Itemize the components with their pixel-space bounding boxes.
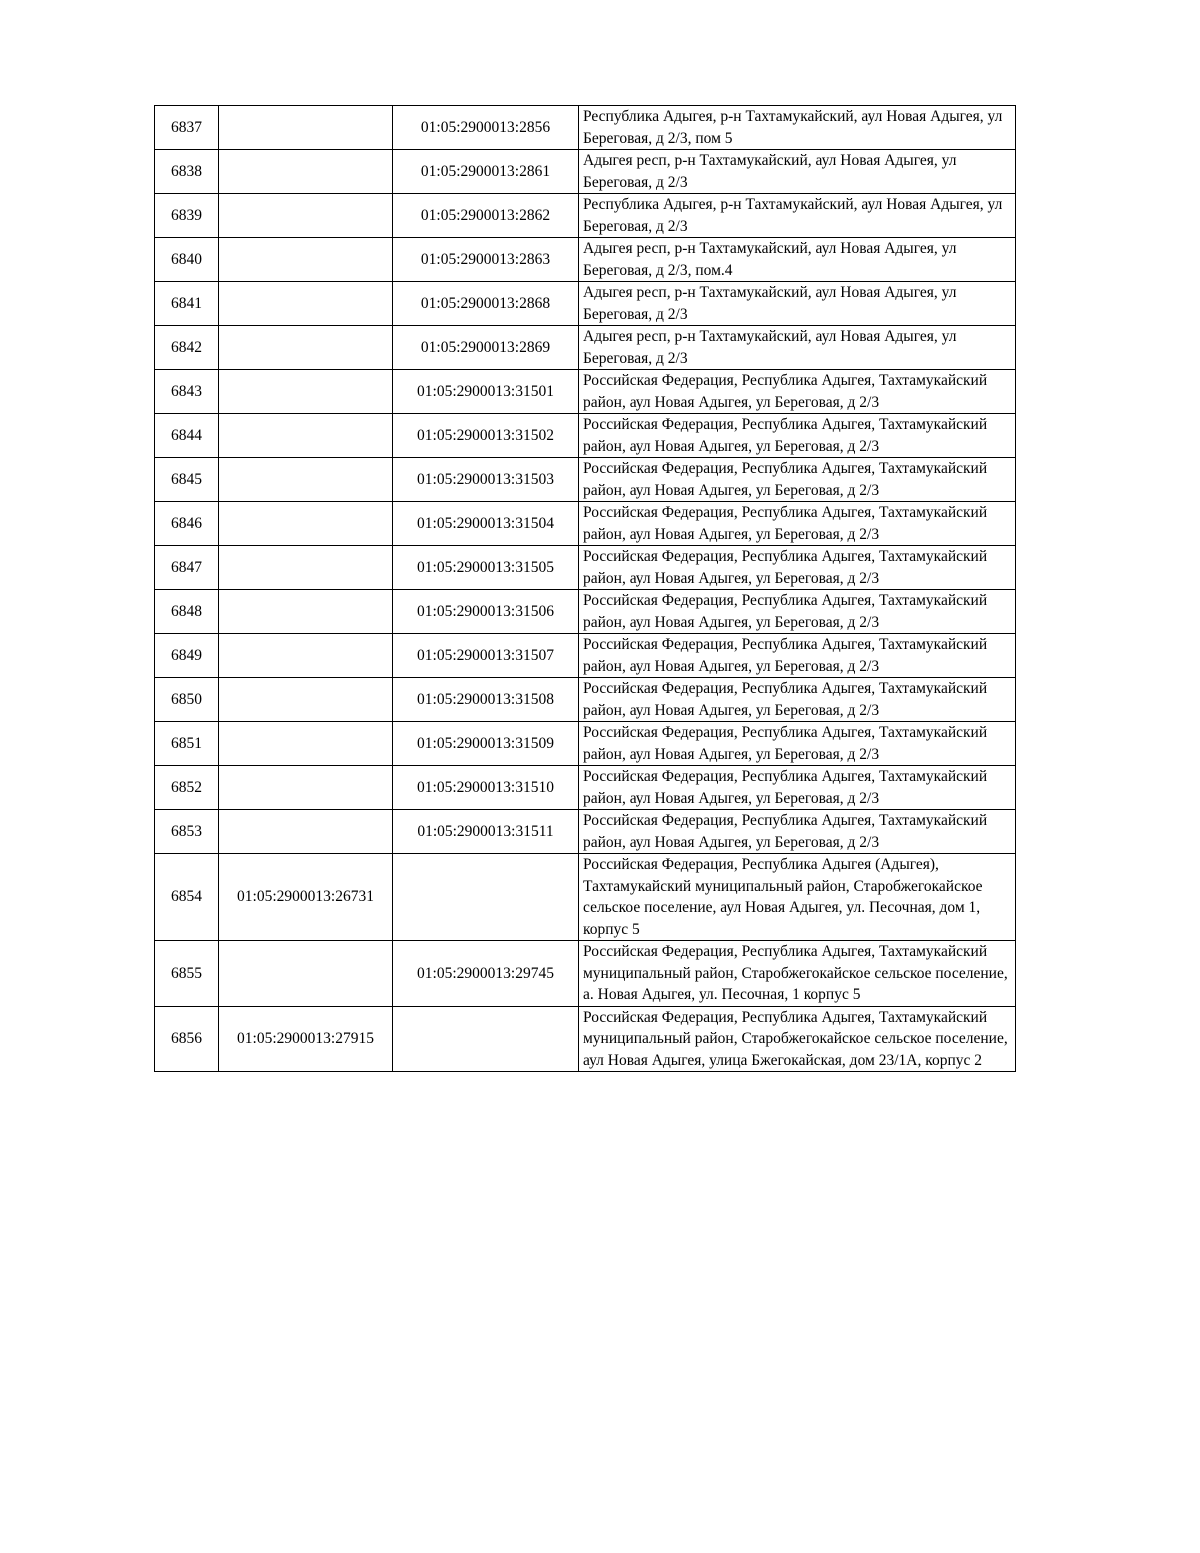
table-row: [155, 414, 1016, 458]
address-cell: Российская Федерация, Республика Адыгея, Тахтамукайский муниципальный район, Старобжегокайское сельское поселение, а. Новая Адыгея, ул. Песочная, 1 корпус 5: [579, 941, 1016, 1007]
table-row: [155, 810, 1016, 854]
land-cadastral-number-cell: [219, 502, 393, 546]
row-number-cell: 6841: [155, 282, 219, 326]
object-cadastral-number-cell: 01:05:2900013:31505: [393, 546, 579, 590]
row-number-cell: 6856: [155, 1006, 219, 1072]
land-cadastral-number-cell: [219, 150, 393, 194]
table-row: [155, 502, 1016, 546]
table-row: [155, 458, 1016, 502]
table-row: [155, 282, 1016, 326]
row-number-cell: 6852: [155, 766, 219, 810]
object-cadastral-number-cell: 01:05:2900013:31509: [393, 722, 579, 766]
table-row: [155, 194, 1016, 238]
table-row: [155, 546, 1016, 590]
row-number-cell: 6849: [155, 634, 219, 678]
row-number-cell: 6854: [155, 854, 219, 941]
address-cell: Российская Федерация, Республика Адыгея (Адыгея), Тахтамукайский муниципальный район, Старобжегокайское сельское поселение, аул Новая Адыгея, ул. Песочная, дом 1, корпус 5: [579, 854, 1016, 941]
address-cell: Республика Адыгея, р-н Тахтамукайский, аул Новая Адыгея, ул Береговая, д 2/3, пом 5: [579, 106, 1016, 150]
address-cell: Российская Федерация, Республика Адыгея, Тахтамукайский район, аул Новая Адыгея, ул Береговая, д 2/3: [579, 458, 1016, 502]
address-cell: Адыгея респ, р-н Тахтамукайский, аул Новая Адыгея, ул Береговая, д 2/3: [579, 282, 1016, 326]
table-row: [155, 326, 1016, 370]
land-cadastral-number-cell: [219, 766, 393, 810]
table-row: [155, 766, 1016, 810]
table-row: [155, 1006, 1016, 1072]
table-row: [155, 370, 1016, 414]
land-cadastral-number-cell: [219, 590, 393, 634]
land-cadastral-number-cell: [219, 194, 393, 238]
address-cell: Российская Федерация, Республика Адыгея, Тахтамукайский район, аул Новая Адыгея, ул Береговая, д 2/3: [579, 370, 1016, 414]
object-cadastral-number-cell: 01:05:2900013:29745: [393, 941, 579, 1007]
land-cadastral-number-cell: [219, 370, 393, 414]
land-cadastral-number-cell: [219, 810, 393, 854]
address-cell: Российская Федерация, Республика Адыгея, Тахтамукайский район, аул Новая Адыгея, ул Береговая, д 2/3: [579, 766, 1016, 810]
object-cadastral-number-cell: 01:05:2900013:2862: [393, 194, 579, 238]
land-cadastral-number-cell: [219, 458, 393, 502]
row-number-cell: 6840: [155, 238, 219, 282]
row-number-cell: 6838: [155, 150, 219, 194]
object-cadastral-number-cell: [393, 1006, 579, 1072]
object-cadastral-number-cell: 01:05:2900013:2868: [393, 282, 579, 326]
row-number-cell: 6837: [155, 106, 219, 150]
object-cadastral-number-cell: 01:05:2900013:31508: [393, 678, 579, 722]
object-cadastral-number-cell: 01:05:2900013:2861: [393, 150, 579, 194]
row-number-cell: 6839: [155, 194, 219, 238]
address-cell: Адыгея респ, р-н Тахтамукайский, аул Новая Адыгея, ул Береговая, д 2/3: [579, 326, 1016, 370]
registry-table-body: [155, 106, 1016, 1072]
object-cadastral-number-cell: 01:05:2900013:31503: [393, 458, 579, 502]
address-cell: Российская Федерация, Республика Адыгея, Тахтамукайский район, аул Новая Адыгея, ул Береговая, д 2/3: [579, 590, 1016, 634]
row-number-cell: 6843: [155, 370, 219, 414]
row-number-cell: 6846: [155, 502, 219, 546]
land-cadastral-number-cell: [219, 546, 393, 590]
table-row: [155, 238, 1016, 282]
address-cell: Российская Федерация, Республика Адыгея, Тахтамукайский район, аул Новая Адыгея, ул Береговая, д 2/3: [579, 546, 1016, 590]
table-row: [155, 722, 1016, 766]
object-cadastral-number-cell: 01:05:2900013:2869: [393, 326, 579, 370]
object-cadastral-number-cell: 01:05:2900013:31511: [393, 810, 579, 854]
table-row: [155, 678, 1016, 722]
object-cadastral-number-cell: 01:05:2900013:31502: [393, 414, 579, 458]
land-cadastral-number-cell: [219, 722, 393, 766]
property-registry-table: [154, 105, 1016, 1072]
table-row: [155, 150, 1016, 194]
address-cell: Российская Федерация, Республика Адыгея, Тахтамукайский район, аул Новая Адыгея, ул Береговая, д 2/3: [579, 810, 1016, 854]
address-cell: Российская Федерация, Республика Адыгея, Тахтамукайский район, аул Новая Адыгея, ул Береговая, д 2/3: [579, 502, 1016, 546]
address-cell: Республика Адыгея, р-н Тахтамукайский, аул Новая Адыгея, ул Береговая, д 2/3: [579, 194, 1016, 238]
row-number-cell: 6842: [155, 326, 219, 370]
address-cell: Адыгея респ, р-н Тахтамукайский, аул Новая Адыгея, ул Береговая, д 2/3: [579, 150, 1016, 194]
land-cadastral-number-cell: [219, 238, 393, 282]
address-cell: Российская Федерация, Республика Адыгея, Тахтамукайский район, аул Новая Адыгея, ул Береговая, д 2/3: [579, 634, 1016, 678]
row-number-cell: 6855: [155, 941, 219, 1007]
address-cell: Российская Федерация, Республика Адыгея, Тахтамукайский район, аул Новая Адыгея, ул Береговая, д 2/3: [579, 678, 1016, 722]
land-cadastral-number-cell: [219, 282, 393, 326]
row-number-cell: 6848: [155, 590, 219, 634]
address-cell: Российская Федерация, Республика Адыгея, Тахтамукайский район, аул Новая Адыгея, ул Береговая, д 2/3: [579, 722, 1016, 766]
row-number-cell: 6853: [155, 810, 219, 854]
row-number-cell: 6851: [155, 722, 219, 766]
object-cadastral-number-cell: 01:05:2900013:31507: [393, 634, 579, 678]
land-cadastral-number-cell: [219, 634, 393, 678]
object-cadastral-number-cell: 01:05:2900013:2863: [393, 238, 579, 282]
row-number-cell: 6845: [155, 458, 219, 502]
table-row: [155, 941, 1016, 1007]
address-cell: Российская Федерация, Республика Адыгея, Тахтамукайский район, аул Новая Адыгея, ул Береговая, д 2/3: [579, 414, 1016, 458]
row-number-cell: 6850: [155, 678, 219, 722]
table-row: [155, 854, 1016, 941]
object-cadastral-number-cell: 01:05:2900013:31501: [393, 370, 579, 414]
object-cadastral-number-cell: 01:05:2900013:31504: [393, 502, 579, 546]
land-cadastral-number-cell: [219, 414, 393, 458]
object-cadastral-number-cell: 01:05:2900013:31506: [393, 590, 579, 634]
table-row: [155, 590, 1016, 634]
land-cadastral-number-cell: [219, 941, 393, 1007]
row-number-cell: 6844: [155, 414, 219, 458]
land-cadastral-number-cell: [219, 326, 393, 370]
address-cell: Российская Федерация, Республика Адыгея, Тахтамукайский муниципальный район, Старобжегокайское сельское поселение, аул Новая Адыгея, улица Бжегокайская, дом 23/1А, корпус 2: [579, 1006, 1016, 1072]
land-cadastral-number-cell: [219, 106, 393, 150]
object-cadastral-number-cell: 01:05:2900013:2856: [393, 106, 579, 150]
address-cell: Адыгея респ, р-н Тахтамукайский, аул Новая Адыгея, ул Береговая, д 2/3, пом.4: [579, 238, 1016, 282]
object-cadastral-number-cell: 01:05:2900013:31510: [393, 766, 579, 810]
row-number-cell: 6847: [155, 546, 219, 590]
land-cadastral-number-cell: 01:05:2900013:27915: [219, 1006, 393, 1072]
object-cadastral-number-cell: [393, 854, 579, 941]
table-row: [155, 106, 1016, 150]
land-cadastral-number-cell: 01:05:2900013:26731: [219, 854, 393, 941]
land-cadastral-number-cell: [219, 678, 393, 722]
table-row: [155, 634, 1016, 678]
